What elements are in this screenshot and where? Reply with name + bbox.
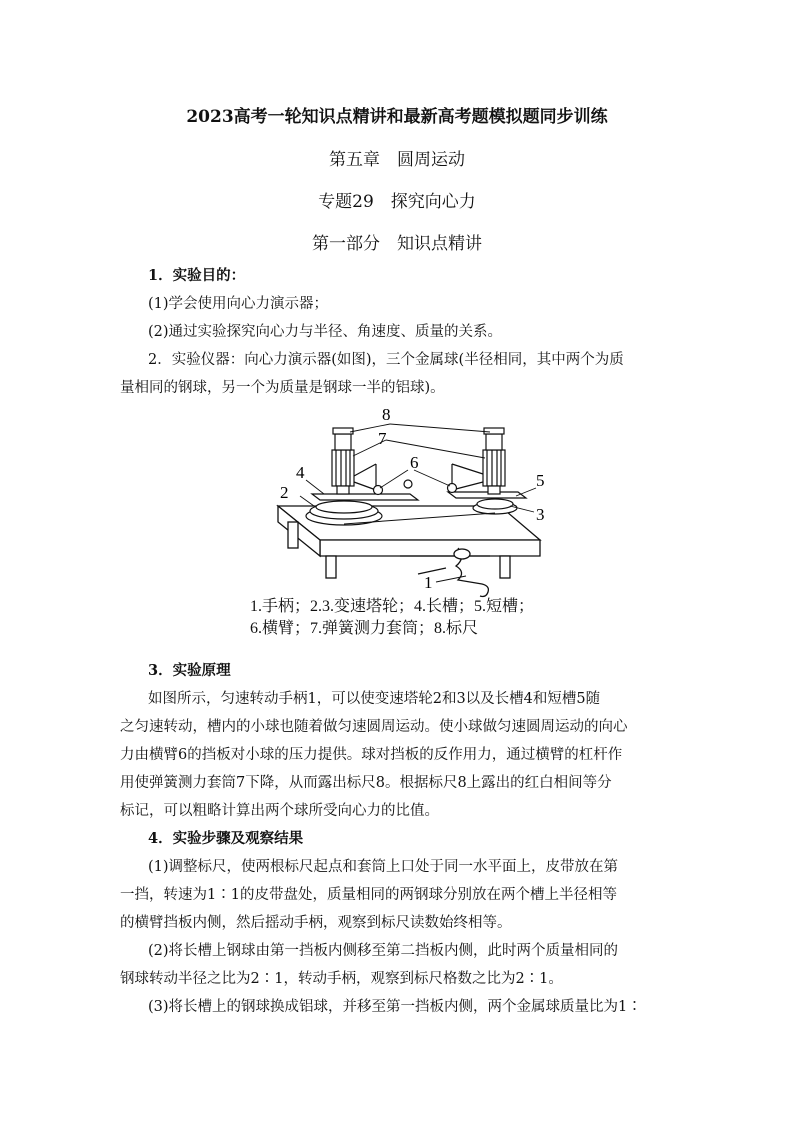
- section2-line-1: 2．实验仪器：向心力演示器(如图)，三个金属球(半径相同，其中两个为质: [148, 352, 624, 368]
- label-4: 4: [296, 463, 305, 482]
- figure-caption-line-2: 6.横臂；7.弹簧测力套筒；8.标尺: [250, 620, 479, 637]
- section2-line-2: 量相同的钢球，另一个为质量是钢球一半的铝球)。: [120, 380, 445, 396]
- section3-line-5: 标记，可以粗略计算出两个球所受向心力的比值。: [120, 803, 439, 819]
- section4-line-2: 一挡，转速为1∶1的皮带盘处，质量相同的两钢球分别放在两个槽上半径相等: [120, 887, 617, 903]
- section3-line-3: 力由横臂6的挡板对小球的压力提供。球对挡板的反作用力，通过横臂的杠杆作: [120, 747, 623, 763]
- right-sleeve: [483, 428, 505, 494]
- section3-line-2: 之匀速转动，槽内的小球也随着做匀速圆周运动。使小球做匀速圆周运动的向心: [120, 719, 628, 735]
- label-3: 3: [536, 505, 545, 524]
- section1-item-1: (1)学会使用向心力演示器；: [148, 296, 329, 312]
- short-slot: [448, 492, 526, 498]
- section4-line-4: (2)将长槽上钢球由第一挡板内侧移至第二挡板内侧，此时两个质量相同的: [148, 943, 619, 959]
- document-title: 2023高考一轮知识点精讲和最新高考题模拟题同步训练: [186, 107, 608, 127]
- label-7: 7: [378, 429, 387, 448]
- section3-line-1: 如图所示，匀速转动手柄1，可以使变速塔轮2和3以及长槽4和短槽5随: [148, 691, 601, 707]
- label-2: 2: [280, 483, 289, 502]
- long-slot: [312, 494, 418, 500]
- section1-heading: 1．实验目的：: [148, 267, 246, 284]
- section4-line-6: (3)将长槽上的钢球换成铝球，并移至第一挡板内侧，两个金属球质量比为1∶: [148, 999, 642, 1015]
- section3-heading: 3．实验原理: [148, 662, 231, 679]
- chapter-title: 第五章 圆周运动: [329, 150, 465, 170]
- ball-left-2: [404, 480, 412, 488]
- ball-right: [448, 484, 457, 493]
- left-sleeve: [332, 428, 354, 494]
- figure-caption-line-1: 1.手柄；2.3.变速塔轮；4.长槽；5.短槽；: [250, 598, 535, 615]
- lever-arms: [354, 464, 483, 492]
- label-6: 6: [410, 453, 419, 472]
- section4-line-1: (1)调整标尺，使两根标尺起点和套筒上口处于同一水平面上，皮带放在第: [148, 859, 619, 875]
- label-5: 5: [536, 471, 545, 490]
- section4-heading: 4．实验步骤及观察结果: [148, 830, 304, 847]
- section4-line-5: 钢球转动半径之比为2∶1，转动手柄，观察到标尺格数之比为2∶1。: [120, 971, 563, 987]
- section1-item-2: (2)通过实验探究向心力与半径、角速度、质量的关系。: [148, 324, 503, 340]
- section4-line-3: 的横臂挡板内侧，然后摇动手柄，观察到标尺读数始终相等。: [120, 915, 512, 931]
- label-8: 8: [382, 405, 391, 424]
- topic-title: 专题29 探究向心力: [318, 192, 476, 212]
- part-title: 第一部分 知识点精讲: [312, 234, 482, 254]
- section3-line-4: 用使弹簧测力套筒7下降，从而露出标尺8。根据标尺8上露出的红白相间等分: [120, 775, 612, 791]
- left-pulley: [306, 501, 382, 525]
- label-1: 1: [424, 573, 433, 592]
